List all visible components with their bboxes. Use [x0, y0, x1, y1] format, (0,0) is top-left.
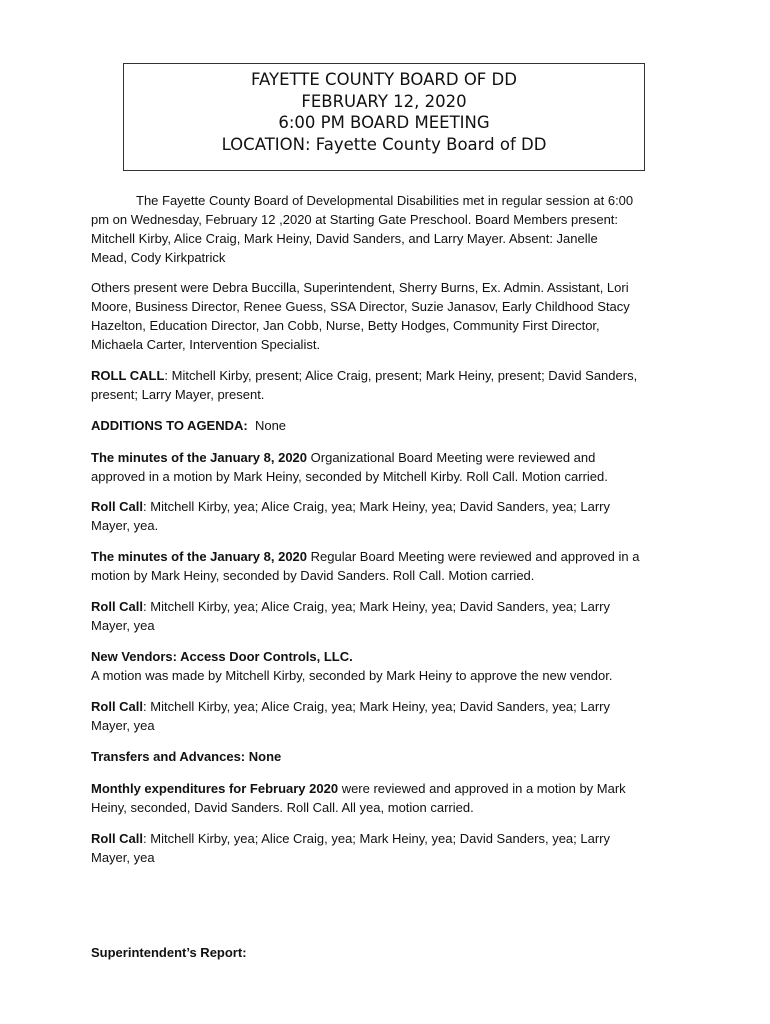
- minutes-organizational-paragraph: The minutes of the January 8, 2020 Organizational Board Meeting were reviewed and approved in a motion by Mark Heiny, seconded by Mitchell Kirby. Roll Call. Motion carried.: [91, 450, 608, 484]
- intro-paragraph: The Fayette County Board of Developmental Disabilities met in regular session at 6:00 pm on Wednesday, February 12 ,2020 at Starting Gate Preschool. Board Members present: Mitchell Kirby, Alice Craig, Mark Heiny, David Sanders, and Larry Mayer. Absent: Janelle Mead, Cody Kirkpatrick: [91, 193, 634, 265]
- additions-to-agenda: ADDITIONS TO AGENDA: None: [91, 418, 287, 433]
- roll-call-paragraph-1: ROLL CALL: Mitchell Kirby, present; Alice Craig, present; Mark Heiny, present; David Sanders, present; Larry Mayer, present.: [91, 368, 638, 402]
- title-line-board: FAYETTE COUNTY BOARD OF DD: [251, 70, 517, 89]
- others-present-paragraph: Others present were Debra Buccilla, Superintendent, Sherry Burns, Ex. Admin. Assistant, Lori Moore, Business Director, Renee Guess, SSA Director, Suzie Janasov, Early Childhood Stacy Hazelton, Education Director, Jan Cobb, Nurse, Betty Hodges, Community First Director, Michaela Carter, Intervention Specialist.: [91, 280, 630, 352]
- roll-call-paragraph-3: Roll Call: Mitchell Kirby, yea; Alice Craig, yea; Mark Heiny, yea; David Sanders, yea; Larry Mayer, yea: [91, 599, 610, 633]
- title-line-meeting: 6:00 PM BOARD MEETING: [278, 113, 490, 132]
- roll-call-paragraph-2: Roll Call: Mitchell Kirby, yea; Alice Craig, yea; Mark Heiny, yea; David Sanders, yea; Larry Mayer, yea.: [91, 499, 610, 533]
- title-line-date: FEBRUARY 12, 2020: [301, 91, 467, 111]
- transfers-and-advances: Transfers and Advances: None: [91, 749, 282, 764]
- title-line-location: LOCATION: Fayette County Board of DD: [221, 134, 547, 154]
- superintendent-report-heading: Superintendent’s Report:: [91, 945, 247, 960]
- minutes-regular-paragraph: The minutes of the January 8, 2020 Regular Board Meeting were reviewed and approved in a motion by Mark Heiny, seconded by David Sanders. Roll Call. Motion carried.: [91, 549, 640, 583]
- roll-call-paragraph-4: Roll Call: Mitchell Kirby, yea; Alice Craig, yea; Mark Heiny, yea; David Sanders, yea; Larry Mayer, yea: [91, 699, 610, 733]
- expenditures-paragraph: Monthly expenditures for February 2020 were reviewed and approved in a motion by Mark Heiny, seconded, David Sanders. Roll Call. All yea, motion carried.: [91, 781, 626, 815]
- new-vendors-paragraph: New Vendors: Access Door Controls, LLC. A motion was made by Mitchell Kirby, seconded by Mark Heiny to approve the new vendor.: [91, 649, 613, 683]
- title-box: [123, 63, 645, 171]
- roll-call-paragraph-5: Roll Call: Mitchell Kirby, yea; Alice Craig, yea; Mark Heiny, yea; David Sanders, yea; Larry Mayer, yea: [91, 831, 610, 865]
